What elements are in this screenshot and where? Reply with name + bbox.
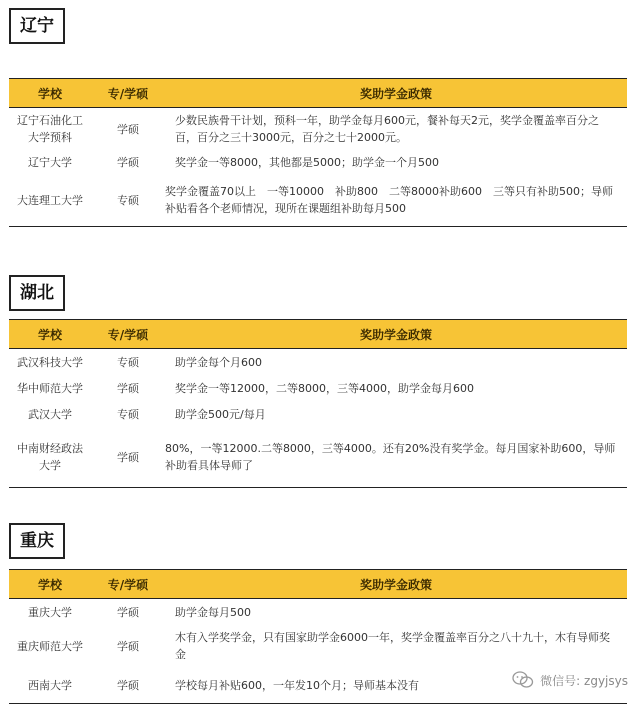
table-header [9, 79, 627, 108]
province-title: 湖北 [9, 275, 65, 311]
degree-type: 专硕 [117, 408, 139, 421]
policy-text: 助学金每个月600 [175, 355, 262, 369]
policy-text: 少数民族骨干计划，预科一年，助学金每月600元，餐补每天2元，奖学金覆盖率百分之百，百分之三十3000元，百分之七十2000元。 [175, 114, 599, 144]
header-policy: 奖助学金政策 [359, 86, 432, 101]
table-header [9, 570, 627, 599]
table-row [9, 599, 627, 625]
table-header [9, 320, 627, 349]
school-name: 重庆师范大学 [17, 639, 83, 653]
table-row [9, 427, 627, 487]
header-policy: 奖助学金政策 [359, 327, 432, 342]
table-row [9, 349, 627, 375]
degree-type: 学硕 [117, 451, 139, 464]
table-row [9, 174, 627, 226]
header-school: 学校 [37, 86, 62, 101]
header-degree: 专/学硕 [107, 327, 149, 342]
policy-text: 奖学金一等8000，其他都是5000；助学金一个月500 [175, 155, 439, 169]
school-name: 重庆大学 [28, 605, 72, 619]
school-name: 辽宁石油化工大学预科 [17, 114, 83, 144]
wechat-watermark [512, 671, 628, 689]
policy-table [9, 319, 627, 488]
degree-type: 专硕 [117, 356, 139, 369]
school-name: 华中师范大学 [17, 381, 83, 395]
header-school: 学校 [37, 577, 62, 592]
header-school: 学校 [37, 327, 62, 342]
policy-table [9, 78, 627, 227]
degree-type: 学硕 [117, 156, 139, 169]
school-name: 西南大学 [28, 678, 72, 692]
table-row [9, 625, 627, 667]
province-title: 辽宁 [9, 8, 65, 44]
school-name: 武汉大学 [28, 407, 72, 421]
degree-type: 学硕 [117, 606, 139, 619]
degree-type: 学硕 [117, 382, 139, 395]
table-row [9, 150, 627, 174]
policy-text: 奖学金一等12000，二等8000，三等4000，助学金每月600 [175, 381, 474, 395]
header-degree: 专/学硕 [107, 86, 149, 101]
policy-text: 木有入学奖学金，只有国家助学金6000一年，奖学金覆盖率百分之八十九十，木有导师奖金 [175, 631, 610, 661]
table-row [9, 108, 627, 150]
wechat-icon [512, 671, 534, 689]
degree-type: 专硕 [117, 194, 139, 207]
policy-text: 80%，一等12000.二等8000，三等4000。还有20%没有奖学金。每月国家补助600，导师补助看具体导师了 [165, 442, 616, 472]
degree-type: 学硕 [117, 679, 139, 692]
watermark-text: 微信号: zgyjsys [540, 673, 628, 688]
school-name: 大连理工大学 [17, 193, 83, 207]
policy-text: 学校每月补贴600，一年发10个月；导师基本没有 [175, 678, 419, 692]
policy-text: 奖学金覆盖70以上 一等10000 补助800 二等8000补助600 三等只有补助500；导师补贴看各个老师情况，现所在课题组补助每月500 [165, 185, 613, 215]
policy-text: 助学金500元/每月 [175, 407, 266, 421]
table-row [9, 375, 627, 401]
policy-text: 助学金每月500 [175, 605, 251, 619]
school-name: 武汉科技大学 [17, 355, 83, 369]
school-name: 辽宁大学 [28, 155, 72, 169]
degree-type: 学硕 [117, 123, 139, 136]
header-policy: 奖助学金政策 [359, 577, 432, 592]
province-title: 重庆 [9, 523, 65, 559]
degree-type: 学硕 [117, 640, 139, 653]
table-row [9, 401, 627, 427]
header-degree: 专/学硕 [107, 577, 149, 592]
school-name: 中南财经政法大学 [17, 442, 83, 472]
